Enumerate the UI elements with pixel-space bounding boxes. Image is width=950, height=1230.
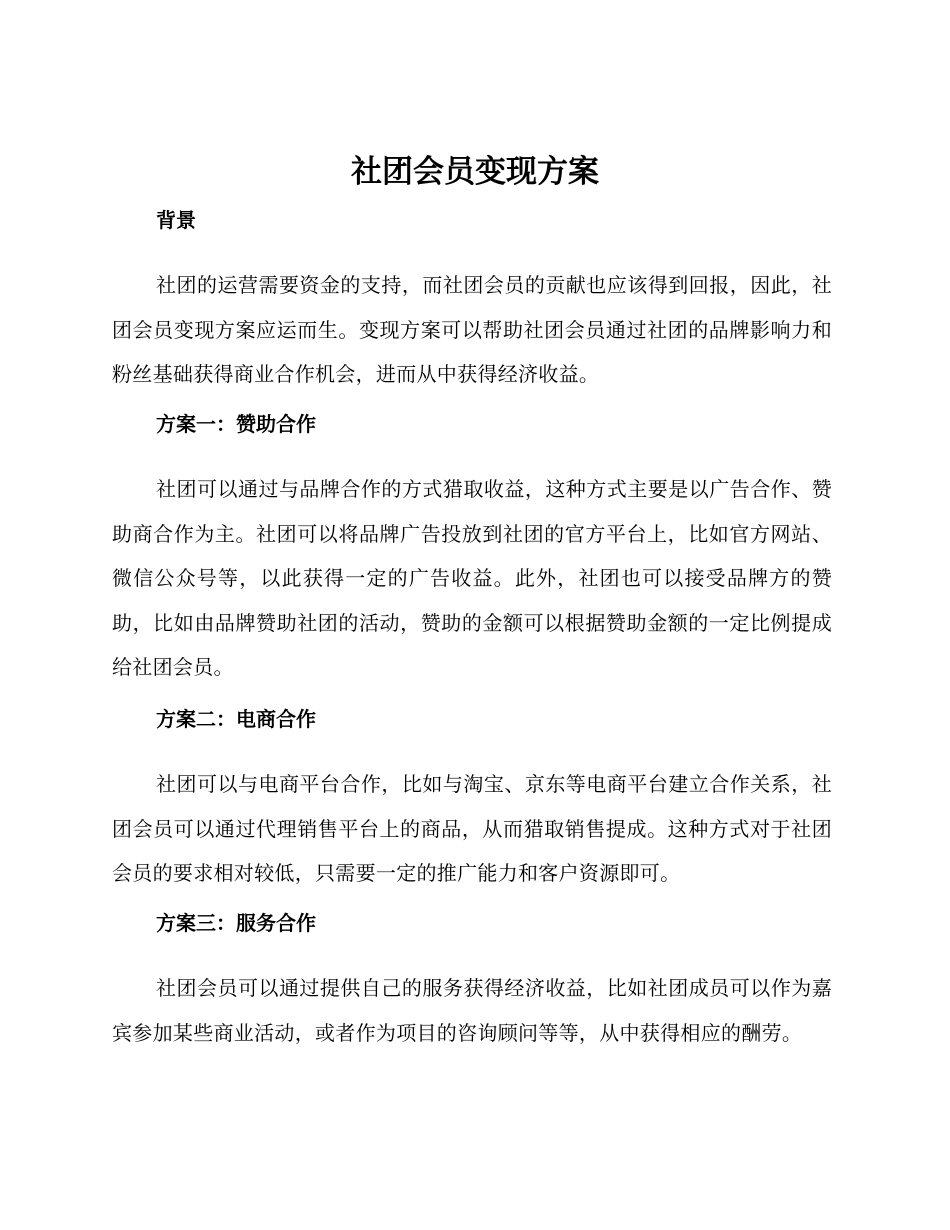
section-paragraph: 社团可以通过与品牌合作的方式猎取收益，这种方式主要是以广告合作、赞助商合作为主。社团可以将品牌广告投放到社团的官方平台上，比如官方网站、微信公众号等，以此获得一定的广告收益。此外，社团也可以接受品牌方的赞助，比如由品牌赞助社团的活动，赞助的金额可以根据赞助金额的一定比例提成给社团会员。: [112, 477, 832, 679]
section-paragraph: 社团可以与电商平台合作，比如与淘宝、京东等电商平台建立合作关系，社团会员可以通过代理销售平台上的商品，从而猎取销售提成。这种方式对于社团会员的要求相对较低，只需要一定的推广能力和客户资源即可。: [112, 772, 832, 885]
section-plan-1: [112, 410, 832, 690]
document-title: 社团会员变现方案: [351, 154, 599, 190]
section-heading: 方案一：赞助合作: [156, 412, 316, 436]
section-heading: 方案二：电商合作: [156, 707, 316, 731]
section-paragraph: 社团的运营需要资金的支持，而社团会员的贡献也应该得到回报，因此，社团会员变现方案应运而生。变现方案可以帮助社团会员通过社团的品牌影响力和粉丝基础获得商业合作机会，进而从中获得经济收益。: [112, 273, 832, 386]
section-plan-2: [112, 705, 832, 896]
section-plan-3: [112, 909, 832, 1055]
section-heading: 背景: [156, 208, 196, 232]
section-paragraph: 社团会员可以通过提供自己的服务获得经济收益，比如社团成员可以作为嘉宾参加某些商业活动，或者作为项目的咨询顾问等等，从中获得相应的酬劳。: [112, 976, 832, 1045]
section-background: [112, 206, 832, 397]
section-heading: 方案三：服务合作: [156, 911, 316, 935]
